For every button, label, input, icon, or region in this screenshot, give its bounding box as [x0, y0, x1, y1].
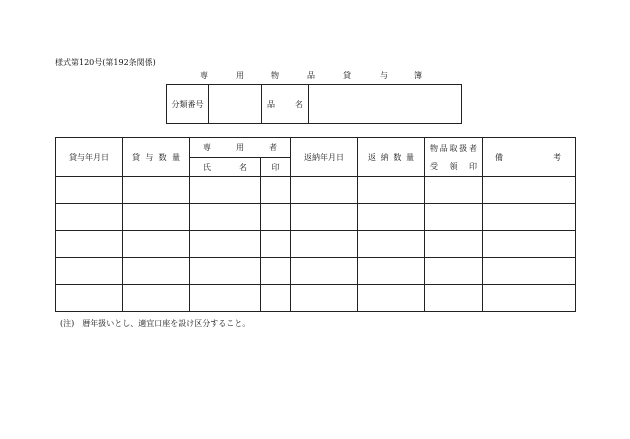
- table-cell[interactable]: [261, 177, 291, 204]
- user-name-char: 名: [239, 162, 247, 172]
- remarks-header: [483, 138, 576, 177]
- handler-receipt-char: 受: [430, 161, 438, 171]
- table-cell[interactable]: [123, 204, 190, 231]
- table-cell[interactable]: [358, 204, 425, 231]
- user-header-char: 専: [203, 143, 211, 152]
- table-cell[interactable]: [425, 231, 483, 258]
- lend-qty-char: 数: [158, 152, 167, 162]
- user-header-char: 用: [236, 143, 244, 152]
- lend-qty-header: [123, 138, 190, 177]
- table-cell[interactable]: [483, 177, 576, 204]
- table-cell[interactable]: [291, 258, 358, 285]
- handler-char: 品: [439, 143, 448, 153]
- table-cell[interactable]: [123, 258, 190, 285]
- table-cell[interactable]: [358, 285, 425, 312]
- table-cell[interactable]: [190, 285, 261, 312]
- classification-number-label: 分類番号: [167, 85, 209, 124]
- table-cell[interactable]: [425, 177, 483, 204]
- table-cell[interactable]: [358, 258, 425, 285]
- item-name-label-char: 品: [267, 99, 275, 109]
- table-cell[interactable]: [123, 177, 190, 204]
- handler-receipt-char: 印: [469, 161, 477, 171]
- table-cell[interactable]: [56, 177, 123, 204]
- page-title-char: 簿: [414, 71, 422, 80]
- table-cell[interactable]: [483, 231, 576, 258]
- table-cell[interactable]: [483, 258, 576, 285]
- table-cell[interactable]: [56, 285, 123, 312]
- table-cell[interactable]: [261, 231, 291, 258]
- table-cell[interactable]: [291, 177, 358, 204]
- return-qty-header: [358, 138, 425, 177]
- lend-qty-char: 量: [171, 152, 180, 162]
- user-header: [190, 138, 291, 158]
- return-qty-char: 数: [393, 152, 402, 162]
- return-qty-char: 返: [368, 152, 376, 162]
- handler-char: 物: [430, 143, 438, 153]
- table-cell[interactable]: [56, 204, 123, 231]
- lend-date-header: 貸与年月日: [56, 138, 123, 177]
- item-name-field[interactable]: [309, 85, 462, 124]
- page-title-char: 与: [380, 71, 388, 80]
- table-cell[interactable]: [358, 231, 425, 258]
- handler-header: [425, 138, 483, 177]
- table-cell[interactable]: [291, 231, 358, 258]
- table-cell[interactable]: [56, 231, 123, 258]
- table-cell[interactable]: [123, 285, 190, 312]
- handler-char: 者: [469, 143, 477, 153]
- page-title-char: 物: [271, 71, 279, 80]
- table-cell[interactable]: [291, 204, 358, 231]
- handler-char: 扱: [459, 143, 468, 153]
- table-cell[interactable]: [425, 285, 483, 312]
- footnote: (注) 暦年扱いとし、適宜口座を設け区分すること。: [60, 319, 251, 328]
- table-cell[interactable]: [483, 204, 576, 231]
- item-name-label-char: 名: [295, 99, 303, 109]
- classification-table: [166, 84, 462, 124]
- return-date-header: 返納年月日: [291, 138, 358, 177]
- table-row: [56, 204, 576, 231]
- table-row: [56, 231, 576, 258]
- user-name-char: 氏: [203, 162, 211, 172]
- classification-number-field[interactable]: [209, 85, 262, 124]
- table-cell[interactable]: [190, 177, 261, 204]
- ledger-table: [55, 137, 576, 312]
- return-qty-char: 納: [380, 152, 389, 162]
- user-header-char: 者: [269, 143, 277, 152]
- table-cell[interactable]: [261, 285, 291, 312]
- item-name-label: [262, 85, 309, 124]
- handler-char: 取: [449, 143, 458, 153]
- remarks-char: 考: [553, 152, 561, 162]
- page-title-char: 品: [307, 71, 315, 80]
- user-name-header: [190, 158, 261, 177]
- table-cell[interactable]: [261, 258, 291, 285]
- table-cell[interactable]: [190, 204, 261, 231]
- remarks-char: 備: [495, 152, 503, 162]
- user-seal-header: 印: [261, 158, 291, 177]
- lend-qty-char: 与: [145, 152, 154, 162]
- return-qty-char: 量: [405, 152, 414, 162]
- page-title: 専: [200, 71, 208, 80]
- table-row: [56, 258, 576, 285]
- table-row: [56, 177, 576, 204]
- table-row: [56, 285, 576, 312]
- page-title-char: 用: [236, 71, 244, 80]
- table-cell[interactable]: [261, 204, 291, 231]
- table-cell[interactable]: [190, 258, 261, 285]
- handler-receipt-char: 領: [449, 161, 458, 171]
- table-cell[interactable]: [425, 204, 483, 231]
- lend-qty-char: 貸: [132, 152, 140, 162]
- form-reference: 様式第120号(第192条関係): [55, 58, 156, 67]
- table-cell[interactable]: [56, 258, 123, 285]
- table-cell[interactable]: [425, 258, 483, 285]
- table-cell[interactable]: [123, 231, 190, 258]
- table-cell[interactable]: [291, 285, 358, 312]
- table-cell[interactable]: [358, 177, 425, 204]
- table-cell[interactable]: [190, 231, 261, 258]
- page-title-char: 貸: [343, 71, 351, 80]
- table-cell[interactable]: [483, 285, 576, 312]
